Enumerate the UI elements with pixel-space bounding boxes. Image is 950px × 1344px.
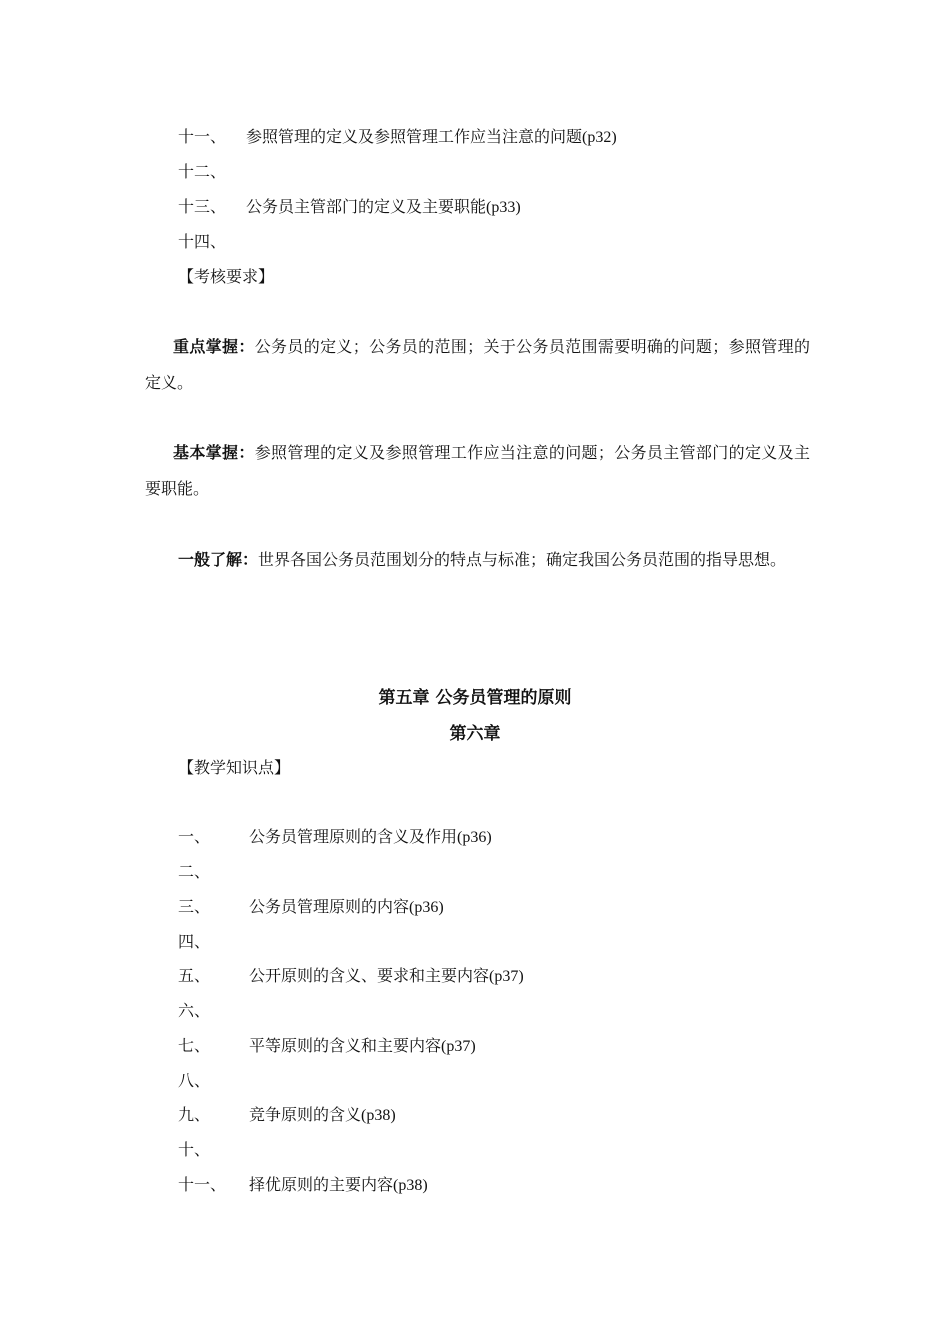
knowledge-heading: 【教学知识点】 (178, 760, 291, 777)
list-item-text: 竞争原则的含义(p38) (249, 1107, 396, 1124)
list-item-number: 十、 (178, 1142, 211, 1159)
basic-mastery-label: 基本掌握： (173, 443, 255, 462)
list-item-text: 公务员主管部门的定义及主要职能(p33) (246, 199, 521, 216)
list-item-text: 公务员管理原则的内容(p36) (249, 899, 444, 916)
chapter-subtitle: 第六章 (449, 724, 501, 744)
key-mastery-paragraph (145, 329, 810, 402)
list-item-number: 六、 (178, 1003, 211, 1020)
basic-mastery-paragraph (145, 435, 810, 508)
list-item-number: 二、 (178, 864, 211, 881)
list-item-text: 平等原则的含义和主要内容(p37) (249, 1038, 476, 1055)
list-item-number: 一、 (178, 829, 211, 846)
list-item-text: 公务员管理原则的含义及作用(p36) (249, 829, 492, 846)
list-item-number: 十四、 (178, 234, 227, 251)
requirements-heading: 【考核要求】 (178, 269, 275, 286)
list-item-number: 七、 (178, 1038, 211, 1055)
general-understanding-paragraph (178, 550, 786, 571)
list-item-number: 十一、 (178, 1177, 227, 1194)
list-item-number: 三、 (178, 899, 211, 916)
list-item-text: 参照管理的定义及参照管理工作应当注意的问题(p32) (246, 129, 617, 146)
list-item-number: 十一、 (178, 129, 227, 146)
general-understanding-label: 一般了解： (178, 550, 259, 569)
list-item-text: 公开原则的含义、要求和主要内容(p37) (249, 968, 524, 985)
key-mastery-label: 重点掌握： (173, 337, 255, 356)
basic-mastery-text: 参照管理的定义及参照管理工作应当注意的问题；公务员主管部门的定义及主要职能。 (145, 445, 810, 498)
general-understanding-text: 世界各国公务员范围划分的特点与标准；确定我国公务员范围的指导思想。 (258, 552, 787, 569)
list-item-number: 八、 (178, 1073, 211, 1090)
list-item-text: 择优原则的主要内容(p38) (249, 1177, 428, 1194)
chapter-title: 第五章 公务员管理的原则 (378, 688, 572, 708)
list-item-number: 九、 (178, 1107, 211, 1124)
list-item-number: 四、 (178, 934, 211, 951)
list-item-number: 十三、 (178, 199, 227, 216)
list-item-number: 十二、 (178, 164, 227, 181)
list-item-number: 五、 (178, 968, 211, 985)
key-mastery-text: 公务员的定义；公务员的范围；关于公务员范围需要明确的问题；参照管理的定义。 (145, 339, 810, 392)
